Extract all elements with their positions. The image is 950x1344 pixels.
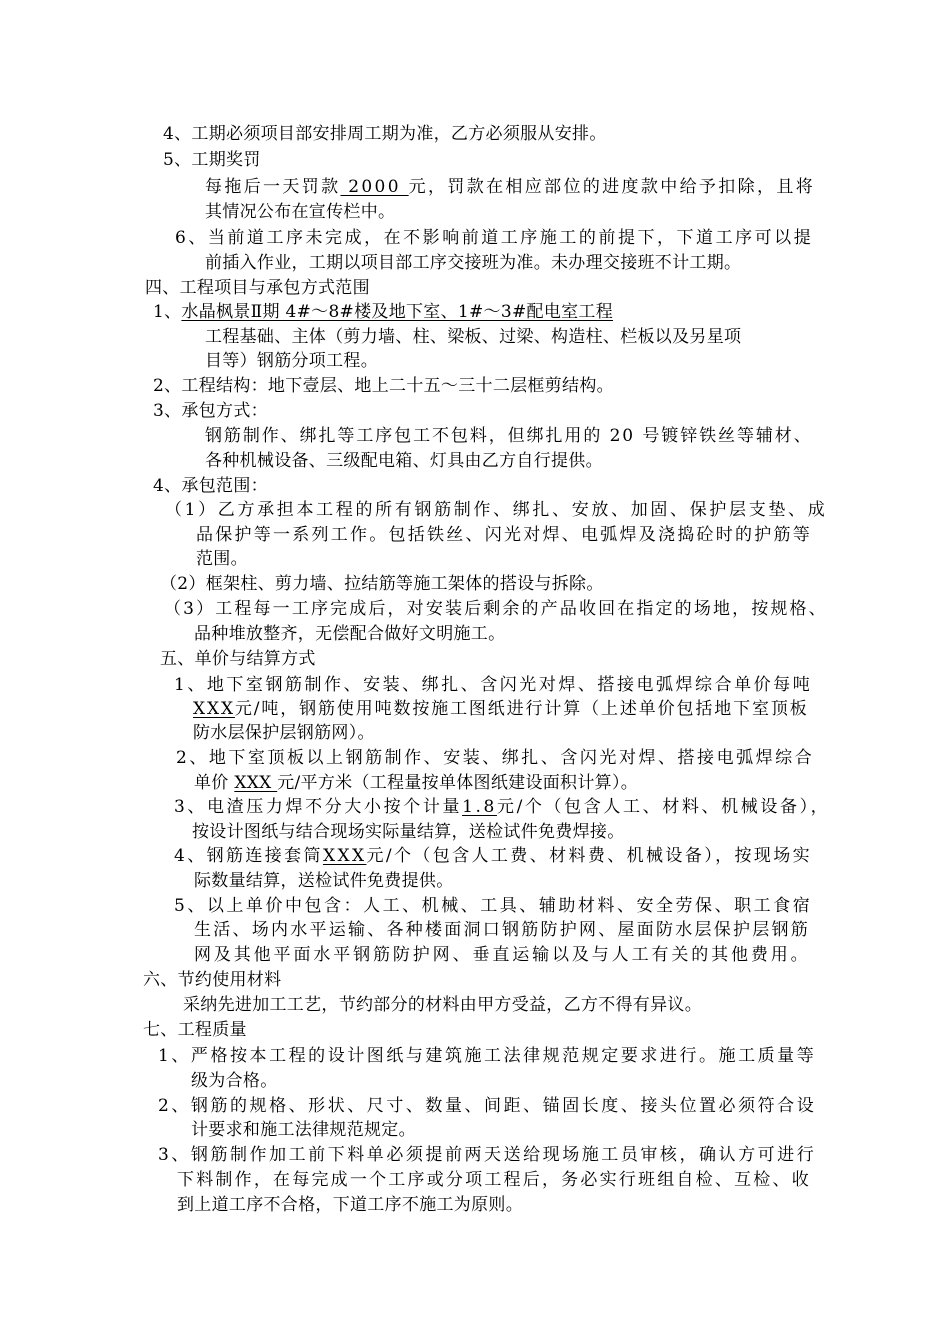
text-line [174, 795, 830, 819]
underlined-text: XXX [193, 699, 235, 719]
text-segment: 级为合格。 [191, 1071, 278, 1091]
text-segment: 5、以上单价中包含：人工、机械、工具、辅助材料、安全劳保、职工食宿 [174, 896, 813, 916]
text-line [158, 1044, 816, 1068]
text-segment: 4、工期必须项目部安排周工期为准，乙方必须服从安排。 [163, 124, 607, 144]
text-segment: 1、 [153, 302, 182, 322]
text-line [174, 844, 812, 868]
text-line [174, 894, 812, 918]
text-segment: 计要求和施工法律规范规定。 [191, 1120, 416, 1140]
underlined-text: XXX [234, 773, 278, 793]
text-line [143, 968, 281, 992]
text-segment: 3、承包方式： [153, 401, 268, 421]
text-segment: 四、工程项目与承包方式范围 [145, 278, 370, 298]
text-line [194, 918, 810, 942]
text-line [205, 325, 741, 349]
text-segment: 下料制作，在每完成一个工序或分项工程后，务必实行班组自检、互检、收 [177, 1170, 811, 1190]
text-segment: 3、钢筋制作加工前下料单必须提前两天送给现场施工员审核，确认方可进行 [158, 1145, 817, 1165]
text-line [163, 122, 607, 146]
text-segment: 品种堆放整齐，无偿配合做好文明施工。 [194, 624, 506, 644]
text-segment: 单价 [194, 773, 235, 793]
text-line [205, 175, 815, 199]
text-line [153, 474, 268, 498]
text-segment: 2、地下室顶板以上钢筋制作、安装、绑扎、含闪光对焊、搭接电弧焊综合 [176, 748, 815, 768]
text-line [175, 226, 813, 250]
text-line [194, 771, 638, 795]
text-line [194, 943, 811, 967]
text-segment: 1、严格按本工程的设计图纸与建筑施工法律规范规定要求进行。施工质量等 [158, 1046, 817, 1066]
text-line [192, 820, 625, 844]
text-segment: 元/个（包含人工、材料、机械设备）， [496, 797, 831, 817]
text-line [174, 673, 812, 697]
text-segment: 五、单价与结算方式 [160, 649, 316, 669]
text-segment: 采纳先进加工工艺，节约部分的材料由甲方受益，乙方不得有异议。 [183, 995, 702, 1015]
text-line [177, 1168, 811, 1192]
text-segment: 品保护等一系列工作。包括铁丝、闪光对焊、电弧焊及浇捣砼时的护筋等 [196, 525, 812, 545]
text-segment: 防水层保护层钢筋网）。 [193, 723, 375, 743]
text-line [205, 449, 603, 473]
text-line [193, 697, 809, 721]
text-segment: 4、钢筋连接套筒 [174, 846, 323, 866]
underlined-text: 1.8 [462, 797, 497, 817]
text-segment: 元，罚款在相应部位的进度款中给予扣除，且将 [408, 177, 816, 197]
text-segment: 生活、场内水平运输、各种楼面洞口钢筋防护网、屋面防水层保护层钢筋 [194, 920, 810, 940]
text-line [165, 498, 827, 522]
text-line [194, 869, 454, 893]
text-line [160, 647, 316, 671]
text-segment: 6、当前道工序未完成，在不影响前道工序施工的前提下，下道工序可以提 [175, 228, 814, 248]
text-segment: 各种机械设备、三级配电箱、灯具由乙方自行提供。 [205, 451, 603, 471]
underlined-text: XXX [322, 846, 367, 866]
text-segment: 按设计图纸与结合现场实际量结算，送检试件免费焊接。 [192, 822, 625, 842]
text-line [176, 746, 814, 770]
text-line [143, 1018, 247, 1042]
text-line [164, 597, 828, 621]
text-segment: （2）框架柱、剪力墙、拉结筋等施工架体的搭设与拆除。 [160, 574, 604, 594]
underlined-text: 水晶枫景Ⅱ期 4#～8#楼及地下室、1#～3#配电室工程 [181, 302, 614, 322]
text-line [183, 993, 702, 1017]
text-line [177, 1193, 523, 1217]
text-segment: （3）工程每一工序完成后，对安装后剩余的产品收回在指定的场地，按规格、 [164, 599, 828, 619]
text-line [205, 251, 741, 275]
text-line [158, 1094, 816, 1118]
text-line [153, 399, 268, 423]
text-segment: 5、工期奖罚 [163, 150, 261, 170]
text-segment: 元/吨，钢筋使用吨数按施工图纸进行计算（上述单价包括地下室顶板 [234, 699, 809, 719]
text-line [153, 374, 614, 398]
text-segment: 2、工程结构：地下壹层、地上二十五～三十二层框剪结构。 [153, 376, 614, 396]
text-segment: 元/平方米（工程量按单体图纸建设面积计算）。 [277, 773, 639, 793]
text-segment: 元/个（包含人工费、材料费、机械设备），按现场实 [366, 846, 813, 866]
text-segment: 目等）钢筋分项工程。 [205, 351, 378, 371]
text-segment: 七、工程质量 [143, 1020, 247, 1040]
text-line [191, 1069, 278, 1093]
text-segment: 六、节约使用材料 [143, 970, 282, 990]
text-line [191, 1118, 416, 1142]
text-segment: 4、承包范围： [153, 476, 268, 496]
text-segment: 前插入作业，工期以项目部工序交接班为准。未办理交接班不计工期。 [205, 253, 742, 273]
text-segment: （1）乙方承担本工程的所有钢筋制作、绑扎、安放、加固、保护层支垫、成 [165, 500, 828, 520]
text-line [205, 424, 813, 448]
text-segment: 到上道工序不合格，下道工序不施工为原则。 [177, 1195, 523, 1215]
text-line [196, 547, 248, 571]
text-line [205, 200, 395, 224]
text-segment: 际数量结算，送检试件免费提供。 [194, 871, 454, 891]
text-segment: 1、地下室钢筋制作、安装、绑扎、含闪光对焊、搭接电弧焊综合单价每吨 [174, 675, 813, 695]
text-segment: 工程基础、主体（剪力墙、柱、梁板、过梁、构造柱、栏板以及另星项 [205, 327, 742, 347]
text-line [153, 300, 613, 324]
text-segment: 2、钢筋的规格、形状、尺寸、数量、间距、锚固长度、接头位置必须符合设 [158, 1096, 817, 1116]
text-line [196, 523, 812, 547]
underlined-text: 2000 [340, 177, 409, 197]
text-segment: 范围。 [196, 549, 248, 569]
text-line [160, 572, 604, 596]
text-segment: 每拖后一天罚款 [205, 177, 341, 197]
text-line [205, 349, 378, 373]
text-line [193, 721, 375, 745]
text-line [163, 148, 261, 172]
text-line [145, 276, 370, 300]
text-segment: 其情况公布在宣传栏中。 [205, 202, 396, 222]
text-segment: 网及其他平面水平钢筋防护网、垂直运输以及与人工有关的其他费用。 [194, 945, 811, 965]
text-line [194, 622, 505, 646]
text-segment: 钢筋制作、绑扎等工序包工不包料，但绑扎用的 20 号镀锌铁丝等辅材、 [205, 426, 813, 446]
text-segment: 3、电渣压力焊不分大小按个计量 [174, 797, 463, 817]
text-line [158, 1143, 816, 1167]
